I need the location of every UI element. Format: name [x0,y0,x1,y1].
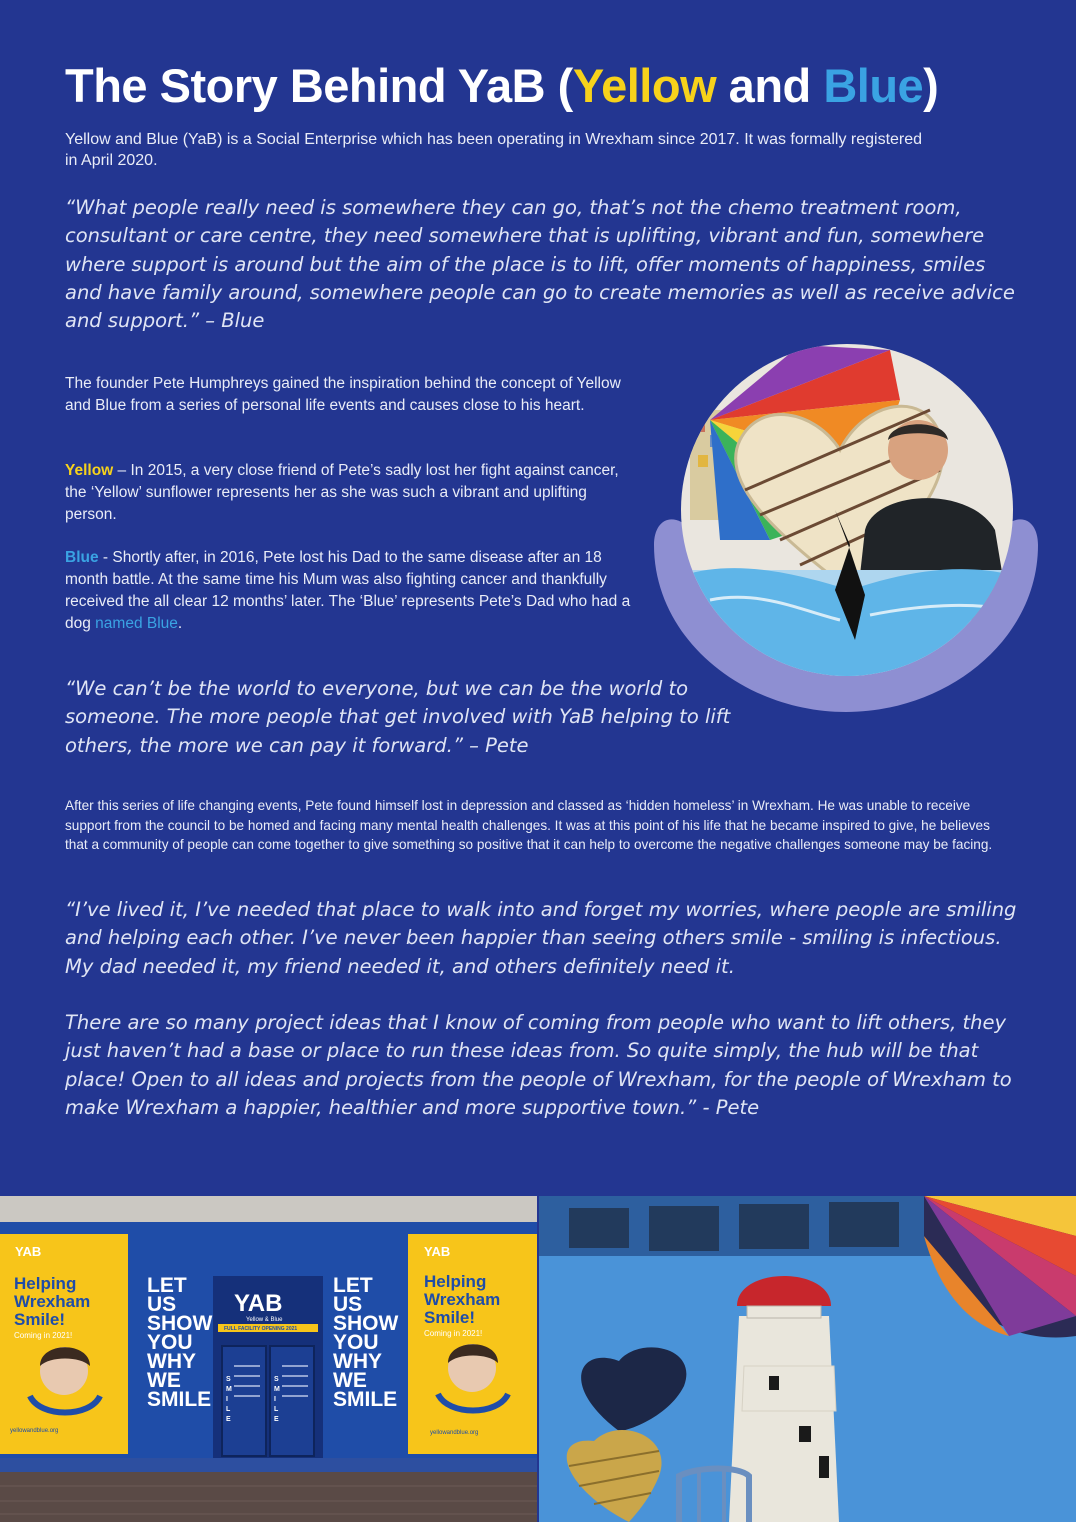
door-left-letter-3: I [226,1396,228,1403]
blue-text: - Shortly after, in 2016, Pete lost his Dad to the same disease after an 18 month battle. At the same time his Mum was also fighting cancer and thankfully received the all clear 12 months’ later. The ‘Blue’ represents Pete’s Dad who had a dog [65,549,631,632]
quote-pete-1: “We can’t be the world to everyone, but we can be the world to someone. The more people that get involved with YaB helping to lift others, the more we can pay it forward.” – Pete [65,677,731,757]
poster-title-right-1: Helping [424,1272,487,1291]
door-left-letter-2: M [226,1386,232,1393]
poster-url-right: yellowandblue.org [430,1430,479,1436]
slogan-left-4: YOU [147,1331,193,1354]
poster-logo-left: YAB [15,1244,42,1259]
door-right-letter-4: L [274,1406,279,1413]
slogan-left-2: US [147,1293,177,1316]
title-prefix: The Story Behind YaB ( [65,59,573,112]
intro-paragraph: Yellow and Blue (YaB) is a Social Enterprise which has been operating in Wrexham since 2017. It was formally registered in April 2020. [65,131,923,169]
founder-paragraph: The founder Pete Humphreys gained the inspiration behind the concept of Yellow and Blue from a series of personal life events and causes close to his heart. [65,375,621,414]
slogan-right-5: WHY [333,1350,382,1373]
slogan-right-3: SHOW [333,1312,399,1335]
shop-banner: FULL FACILITY OPENING 2021 [224,1326,298,1332]
slogan-right-4: YOU [333,1331,379,1354]
poster-title-right-2: Wrexham [424,1290,501,1309]
slogan-left-5: WHY [147,1350,196,1373]
slogan-left-1: LET [147,1274,187,1297]
door-right-letter-1: S [274,1376,279,1383]
poster-url-left: yellowandblue.org [10,1428,59,1434]
yellow-lead: Yellow [65,462,114,479]
yellow-paragraph [65,460,640,526]
blue-paragraph [65,547,640,635]
interior-photo [539,1196,1076,1522]
poster-title-right-3: Smile! [424,1308,476,1327]
blue-end: . [177,615,183,632]
slogan-right-1: LET [333,1274,373,1297]
door-right-letter-5: E [274,1416,279,1423]
door-left-letter-4: L [226,1406,231,1413]
slogan-left-3: SHOW [147,1312,213,1335]
title-suffix: ) [923,59,939,112]
poster-title-left-2: Wrexham [14,1292,91,1311]
title-and: and [716,59,824,112]
door-right-letter-2: M [274,1386,280,1393]
quote-pete-2b: There are so many project ideas that I know of coming from people who want to lift others, they just haven’t had a base or place to run these ideas from. So quite simply, the hub will be that place! Open to all ideas and projects from the people of Wrexham, for the people of Wrexham to make Wrexham a happier, healthier and more supportive town.” - Pete [65,1011,1012,1119]
shop-logo-sub: Yellow & Blue [246,1317,283,1323]
yellow-text: – In 2015, a very close friend of Pete’s sadly lost her fight against cancer, the ‘Yellow’ sunflower represents her as she was such a vibrant and uplifting person. [65,462,619,523]
poster-sub-left: Coming in 2021! [14,1331,73,1340]
quote-pete-2a: “I’ve lived it, I’ve needed that place to walk into and forget my worries, where people are smiling and helping each other. I’ve never been happier than seeing others smile - smiling is infectious. My dad needed it, my friend needed it, and others definitely need it. [65,898,1017,978]
slogan-left-7: SMILE [147,1388,212,1411]
slogan-left-6: WE [147,1369,181,1392]
door-left-letter-1: S [226,1376,231,1383]
poster-title-left-3: Smile! [14,1310,66,1329]
title-yellow: Yellow [572,59,717,112]
shopfront-photo [0,1196,537,1522]
named-blue-link[interactable]: named Blue [95,615,178,632]
door-left-letter-5: E [226,1416,231,1423]
slogan-right-6: WE [333,1369,367,1392]
poster-sub-right: Coming in 2021! [424,1329,483,1338]
page-title [65,58,938,113]
founder-photo [650,340,1042,720]
title-blue: Blue [823,59,924,112]
door-right-letter-3: I [274,1396,276,1403]
slogan-right-2: US [333,1293,363,1316]
poster-title-left-1: Helping [14,1274,77,1293]
poster-logo-right: YAB [424,1244,451,1259]
quote-blue: “What people really need is somewhere they can go, that’s not the chemo treatment room, consultant or care centre, they need somewhere that is uplifting, vibrant and fun, somewhere where support is around but the aim of the place is to lift, offer moments of happiness, smiles and have family around, somewhere people can go to create memories as well as receive advice and support.” – Blue [65,196,1015,333]
shop-logo: YAB [234,1290,283,1317]
after-paragraph: After this series of life changing events, Pete found himself lost in depression and classed as ‘hidden homeless’ in Wrexham. He was unable to receive support from the council to be homed and facing many mental health challenges. It was at this point of his life that he became inspired to give, he believes that a community of people can come together to give something so positive that it can help to overcome the negative challenges someone may be facing. [65,798,993,852]
photo-strip [0,1196,1076,1522]
slogan-right-7: SMILE [333,1388,398,1411]
blue-lead: Blue [65,549,99,566]
